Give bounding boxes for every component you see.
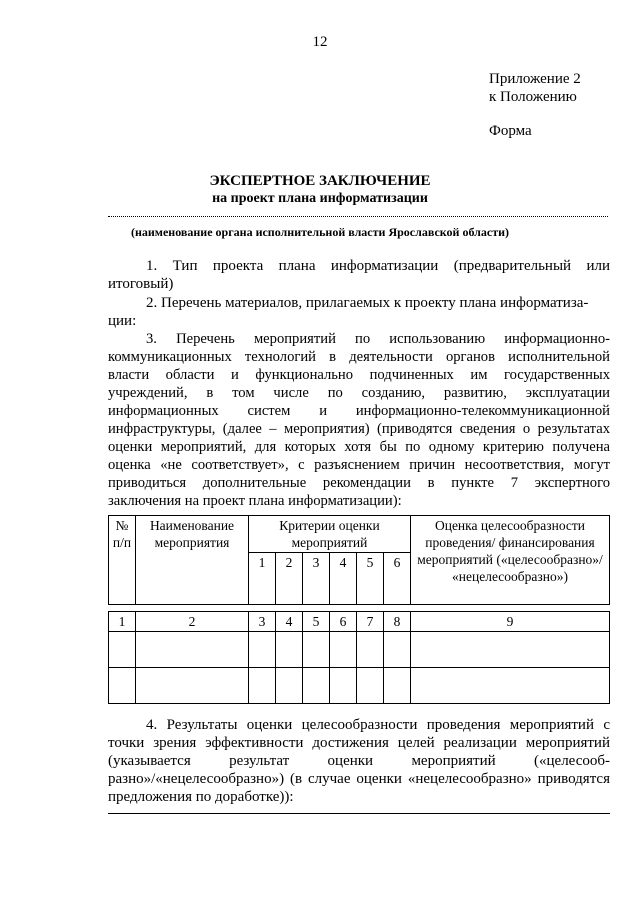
item-3-line: власти области и функционально подчиненных им государственных: [108, 367, 610, 383]
table-cell[interactable]: [109, 632, 136, 668]
item-3: [108, 330, 610, 510]
table-cell[interactable]: [249, 668, 276, 704]
item-3-line: инфраструктуры, (далее – мероприятия) (приводятся сведения о результатах: [108, 421, 610, 437]
table-cell[interactable]: [411, 632, 610, 668]
table-cell[interactable]: [384, 632, 411, 668]
criteria-table: [108, 515, 610, 704]
item-3-line: коммуникационных технологий в деятельности органов исполнительной: [108, 349, 610, 365]
table-cell[interactable]: [136, 632, 249, 668]
form-label: Форма: [489, 123, 532, 139]
item-1-line-2-text: итоговый): [108, 276, 174, 292]
table-cell[interactable]: [384, 668, 411, 704]
item-4-line: разно»/«нецелесообразно») (в случае оценки «нецелесообразно» приводятся: [108, 771, 610, 787]
page-number: 12: [312, 34, 328, 50]
header-activity-name: Наименование мероприятия: [136, 516, 249, 605]
item-4-last-line-text: предложения по доработке)):: [108, 789, 294, 805]
item-4-line: 4. Результаты оценки целесообразности проведения мероприятий с: [146, 717, 610, 733]
index-cell: 5: [303, 612, 330, 632]
table-cell[interactable]: [109, 668, 136, 704]
index-cell: 2: [136, 612, 249, 632]
appendix-line-2: к Положению: [489, 89, 577, 105]
index-cell: 3: [249, 612, 276, 632]
item-3-line: приводиться дополнительные рекомендации в пункте 7 экспертного: [108, 475, 610, 491]
item-4: [108, 716, 610, 806]
table-cell[interactable]: [303, 668, 330, 704]
index-cell: 4: [276, 612, 303, 632]
criteria-number: 3: [303, 553, 330, 605]
table-cell[interactable]: [303, 632, 330, 668]
index-cell: 1: [109, 612, 136, 632]
table-cell[interactable]: [357, 668, 384, 704]
table-gap: [109, 605, 610, 612]
item-4-line: (указывается результат оценки мероприятий («целесооб-: [108, 753, 610, 769]
item-2-line-1: 2. Перечень материалов, прилагаемых к проекту плана информатиза-: [146, 295, 589, 311]
index-cell: 8: [384, 612, 411, 632]
table-cell[interactable]: [330, 668, 357, 704]
org-name-line: [108, 216, 608, 217]
table-cell[interactable]: [249, 632, 276, 668]
item-2: [108, 294, 610, 330]
table-row[interactable]: [109, 632, 610, 668]
table-row[interactable]: [109, 668, 610, 704]
document-subtitle: на проект плана информатизации: [212, 191, 428, 206]
org-name-caption: (наименование органа исполнительной власти Ярославской области): [130, 225, 510, 239]
header-evaluation: Оценка целесообразности проведения/ финансирования мероприятий («целесообразно»/ «нецелесообразно»): [411, 516, 610, 605]
item-1-line-2: [108, 275, 610, 293]
item-2-line-2: [108, 312, 610, 330]
item-3-line: учреждений, в том числе по созданию, развитию, эксплуатации: [108, 385, 610, 401]
appendix-reference: [489, 70, 581, 106]
criteria-number: 6: [384, 553, 411, 605]
item-3-line: заключения на проект плана информатизации):: [108, 493, 402, 509]
item-3-line: информационных систем и информационно-телекоммуникационной: [108, 403, 610, 419]
table-cell[interactable]: [276, 668, 303, 704]
table-cell[interactable]: [276, 632, 303, 668]
item-4-line: точки зрения эффективности достижения целей реализации мероприятий: [108, 735, 610, 751]
criteria-number: 2: [276, 553, 303, 605]
table-cell[interactable]: [136, 668, 249, 704]
item-1: [108, 257, 610, 293]
header-number: № п/п: [109, 516, 136, 605]
item-4-extra-fill-line[interactable]: [108, 813, 610, 814]
item-4-last-line: [108, 788, 610, 806]
item-2-line-2-text: ции:: [108, 313, 137, 329]
appendix-line-1: Приложение 2: [489, 71, 581, 87]
item-3-line: оценка «не соответствует», с разъяснением причин несоответствия, могут: [108, 457, 610, 473]
index-cell: 6: [330, 612, 357, 632]
item-3-line: оценки мероприятий, для которых хотя бы по одному критерию получена: [108, 439, 610, 455]
document-title: ЭКСПЕРТНОЕ ЗАКЛЮЧЕНИЕ: [209, 173, 431, 189]
item-3-line: 3. Перечень мероприятий по использованию информационно-: [146, 331, 610, 347]
table-cell[interactable]: [330, 632, 357, 668]
index-cell: 7: [357, 612, 384, 632]
table-cell[interactable]: [357, 632, 384, 668]
index-row: [109, 612, 610, 632]
item-1-line-1: 1. Тип проекта плана информатизации (предварительный или: [146, 258, 610, 274]
index-cell: 9: [411, 612, 610, 632]
header-criteria: Критерии оценки мероприятий: [249, 516, 411, 553]
criteria-number: 1: [249, 553, 276, 605]
table-cell[interactable]: [411, 668, 610, 704]
criteria-number: 4: [330, 553, 357, 605]
criteria-number: 5: [357, 553, 384, 605]
